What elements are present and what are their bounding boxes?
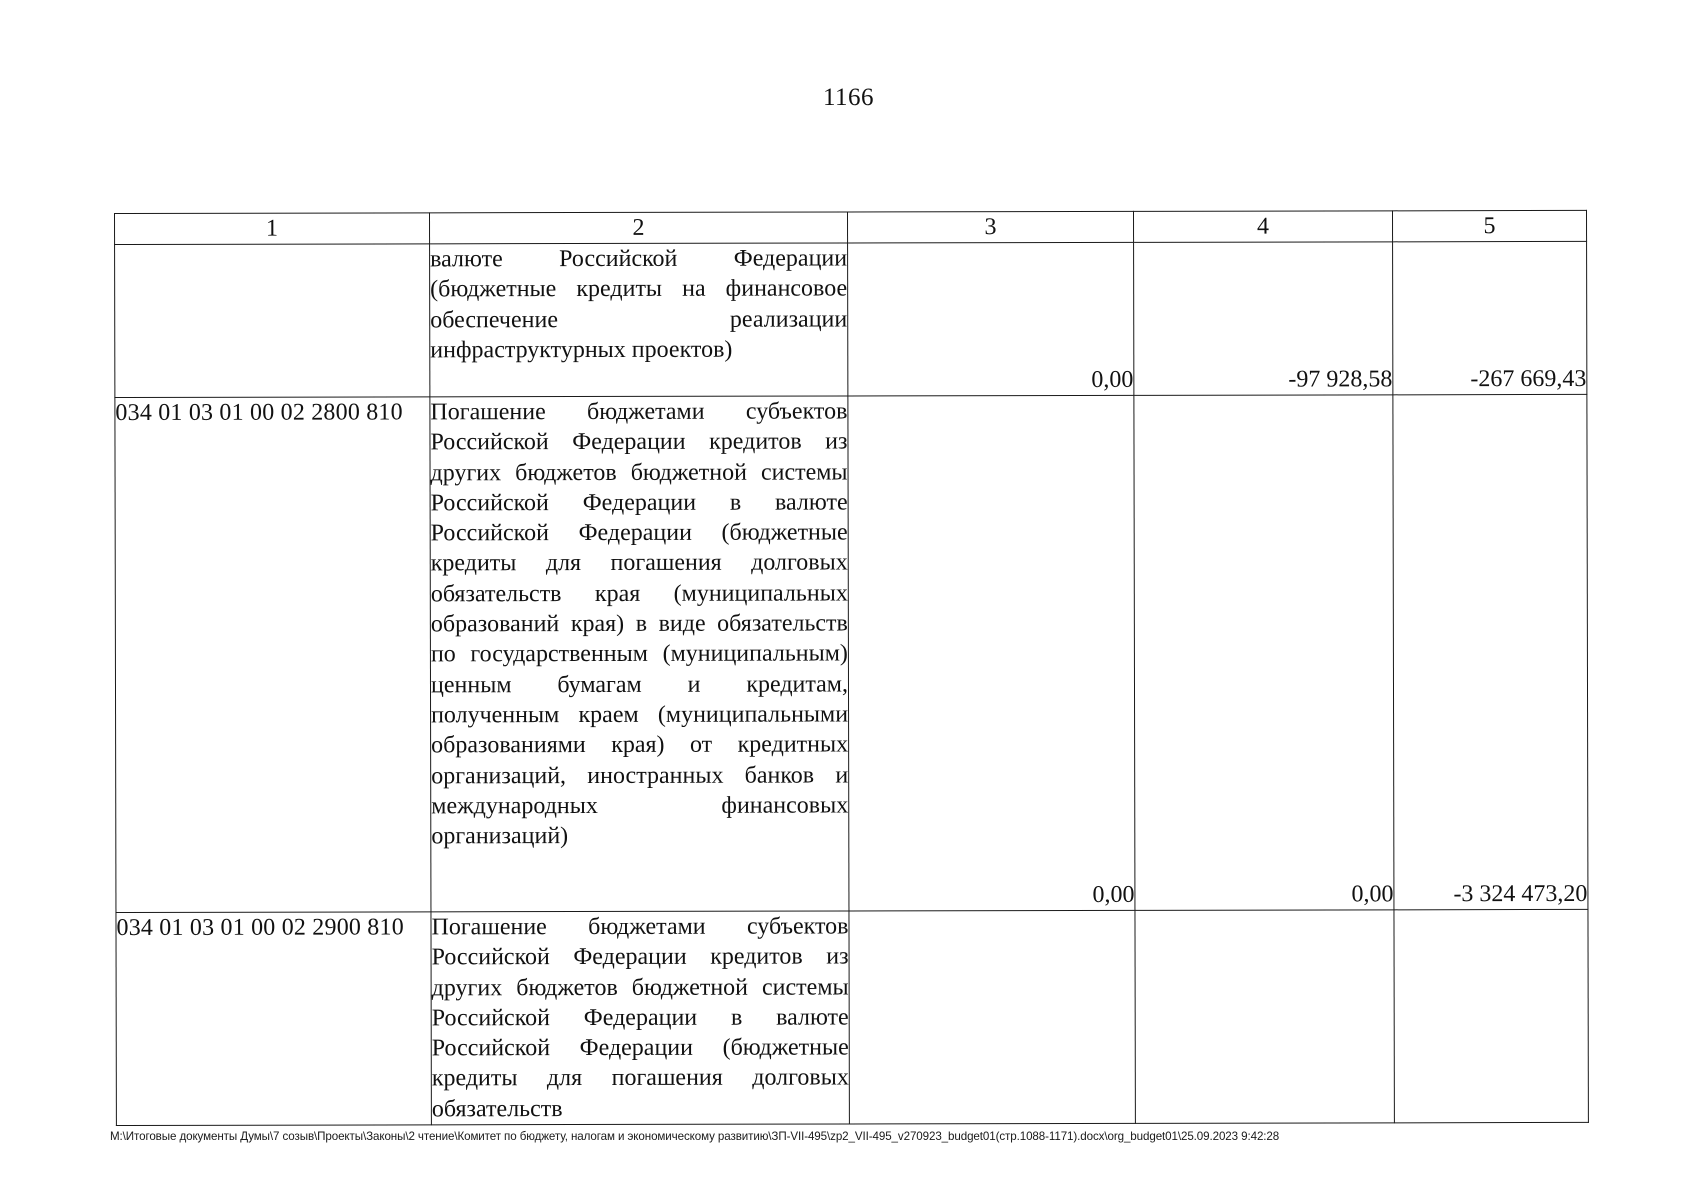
value-cell-col3 (849, 910, 1135, 1124)
value-cell-col3: 0,00 (848, 395, 1135, 911)
budget-code-cell: 034 01 03 01 00 02 2900 810 (116, 912, 431, 1126)
value-cell-col4: -97 928,58 (1134, 242, 1393, 396)
column-header-1: 1 (115, 213, 430, 245)
description-cell: Погашение бюджетами субъектов Российской Федерации кредитов из других бюджетов бюджетной системы Российской Федерации в валюте Российской Федерации (бюджетные кредиты для погашения долговых обязательств (431, 911, 849, 1125)
description-cell: валюте Российской Федерации (бюджетные кредиты на финансовое обеспечение реализации инфраструктурных проектов) (430, 243, 848, 397)
value-cell-col5: -267 669,43 (1393, 241, 1587, 394)
column-header-2: 2 (430, 212, 848, 244)
value-cell-col3: 0,00 (848, 242, 1134, 396)
budget-code-cell (115, 244, 430, 398)
column-header-5: 5 (1392, 210, 1586, 241)
column-header-4: 4 (1133, 211, 1392, 243)
budget-code-cell: 034 01 03 01 00 02 2800 810 (115, 397, 431, 913)
page-number: 1166 (822, 84, 875, 111)
table-row (115, 394, 1588, 912)
description-cell: Погашение бюджетами субъектов Российской Федерации кредитов из других бюджетов бюджетной системы Российской Федерации в валюте Российской Федерации (бюджетные кредиты для погашения долговых обязательств края (муниципальных образований края) в виде обязательств по государственным (муниципальным) ценным бумагам и кредитам, полученным краем (муниципальными образованиями края) от кредитных организаций, иностранных банков и международных финансовых организаций) (430, 396, 849, 912)
value-cell-col4: 0,00 (1134, 395, 1394, 911)
table-header-row (115, 210, 1587, 244)
value-cell-col5: -3 324 473,20 (1393, 394, 1588, 909)
table-row (115, 241, 1587, 397)
value-cell-col5 (1394, 909, 1588, 1122)
footer-file-path: M:\Итоговые документы Думы\7 созыв\Проекты\Законы\2 чтение\Комитет по бюджету, налогам и экономическому развитию\ЗП-VII-495\zp2_VII-495_v270923_budget01(стр.1088-1171).docx\org_budget01\25.09.2023 9:42:28 (110, 1130, 1280, 1143)
column-header-3: 3 (847, 211, 1133, 243)
budget-table (114, 210, 1589, 1126)
value-cell-col4 (1135, 910, 1394, 1124)
table-row (116, 909, 1588, 1125)
